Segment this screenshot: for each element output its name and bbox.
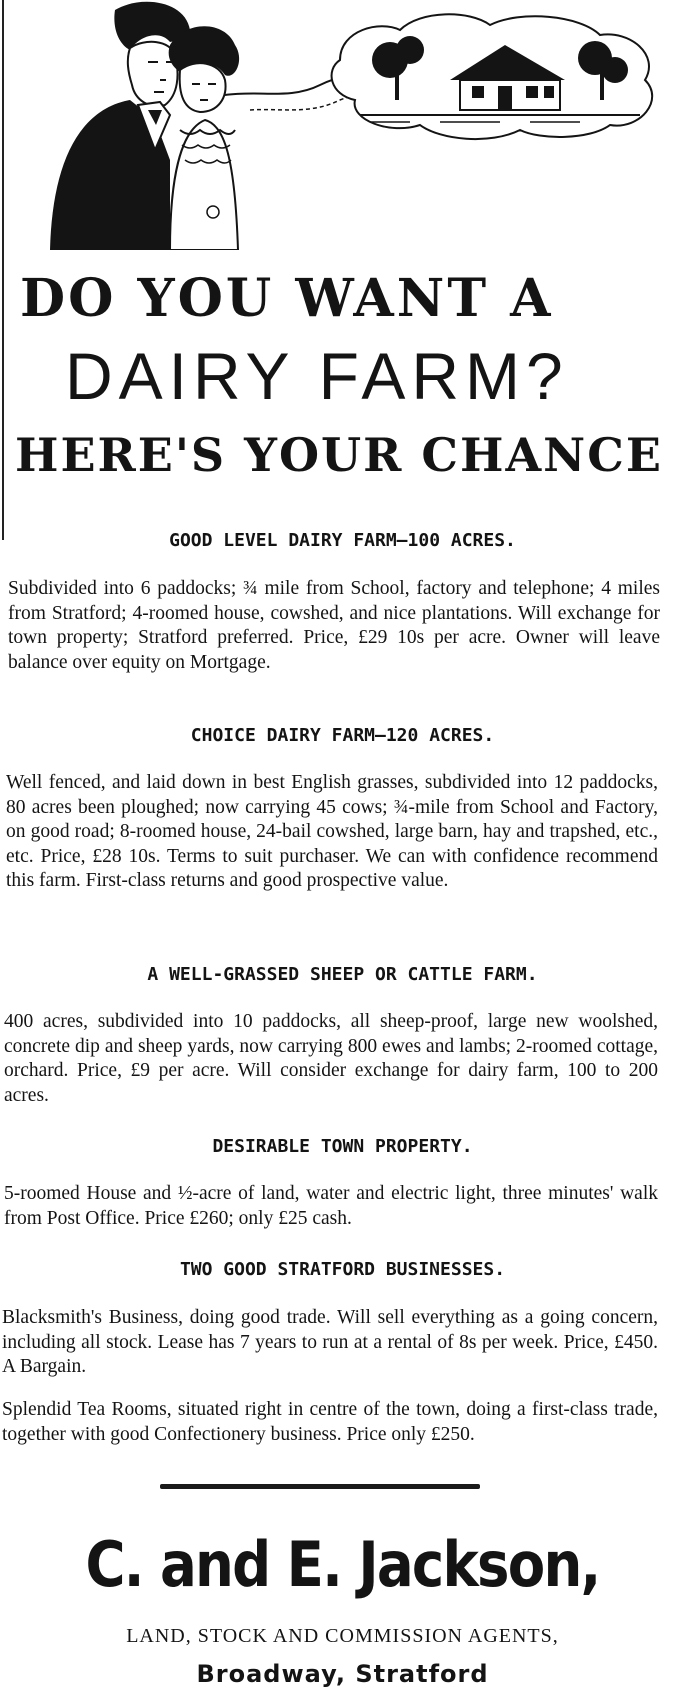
homestead-vision-icon <box>332 14 653 139</box>
agents-line: LAND, STOCK AND COMMISSION AGENTS, <box>126 1625 559 1647</box>
listing-body: Splendid Tea Rooms, situated right in centre of the town, doing a first-class trade, together with good Confectionery business. Price only £250. <box>2 1399 658 1445</box>
listing-body: 5-roomed House and ½-acre of land, water and electric light, three minutes' walk from Post Office. Price £260; only £25 cash. <box>4 1183 658 1229</box>
listing-body: Well fenced, and laid down in best English grasses, subdivided into 12 paddocks, 80 acres been ploughed; now carrying 45 cows; ¾-mile from School and Factory, on good road; 8-roomed house, 24-bail cowshed, large barn, hay and trapshed, etc., etc. Price, £28 10s. Terms to suit purchaser. We can with confidence recommend this farm. First-class returns and good prospective value. <box>6 772 658 891</box>
section-divider <box>160 1484 480 1489</box>
listing-heading: GOOD LEVEL DAIRY FARM—100 ACRES. <box>169 530 516 551</box>
firm-address: Broadway, Stratford <box>196 1660 489 1688</box>
headline-line-3: HERE'S YOUR CHANCE <box>15 428 663 482</box>
couple-portrait-icon <box>50 2 239 250</box>
listing-heading: A WELL-GRASSED SHEEP OR CATTLE FARM. <box>147 964 538 985</box>
listing-body: Blacksmith's Business, doing good trade. Will sell everything as a going concern, including all stock. Lease has 7 years to run at a rental of 8s per week. Price, £450. A Bargain. <box>2 1307 658 1377</box>
couple-dreaming-illustration <box>20 0 665 250</box>
listing-body: 400 acres, subdivided into 10 paddocks, all sheep-proof, large new woolshed, concrete dip and sheep yards, now carrying 800 ewes and lambs; 2-roomed cottage, orchard. Price, £9 per acre. Will consider exchange for dairy farm, 100 to 200 acres. <box>4 1011 658 1106</box>
listing-heading: TWO GOOD STRATFORD BUSINESSES. <box>179 1259 506 1280</box>
column-rule <box>2 0 4 540</box>
listing-body: Subdivided into 6 paddocks; ¾ mile from School, factory and telephone; 4 miles from Stratford; 4-roomed house, cowshed, and nice plantations. Will exchange for town property; Stratford preferred. Price, £29 10s per acre. Owner will leave balance over equity on Mortgage. <box>8 578 660 673</box>
listing-heading: DESIRABLE TOWN PROPERTY. <box>212 1136 473 1157</box>
headline-line-1: DO YOU WANT A <box>20 268 554 329</box>
headline-line-2: DAIRY FARM? <box>65 339 569 413</box>
firm-name: C. and E. Jackson, <box>85 1528 600 1601</box>
listing-heading: CHOICE DAIRY FARM—120 ACRES. <box>190 725 495 746</box>
